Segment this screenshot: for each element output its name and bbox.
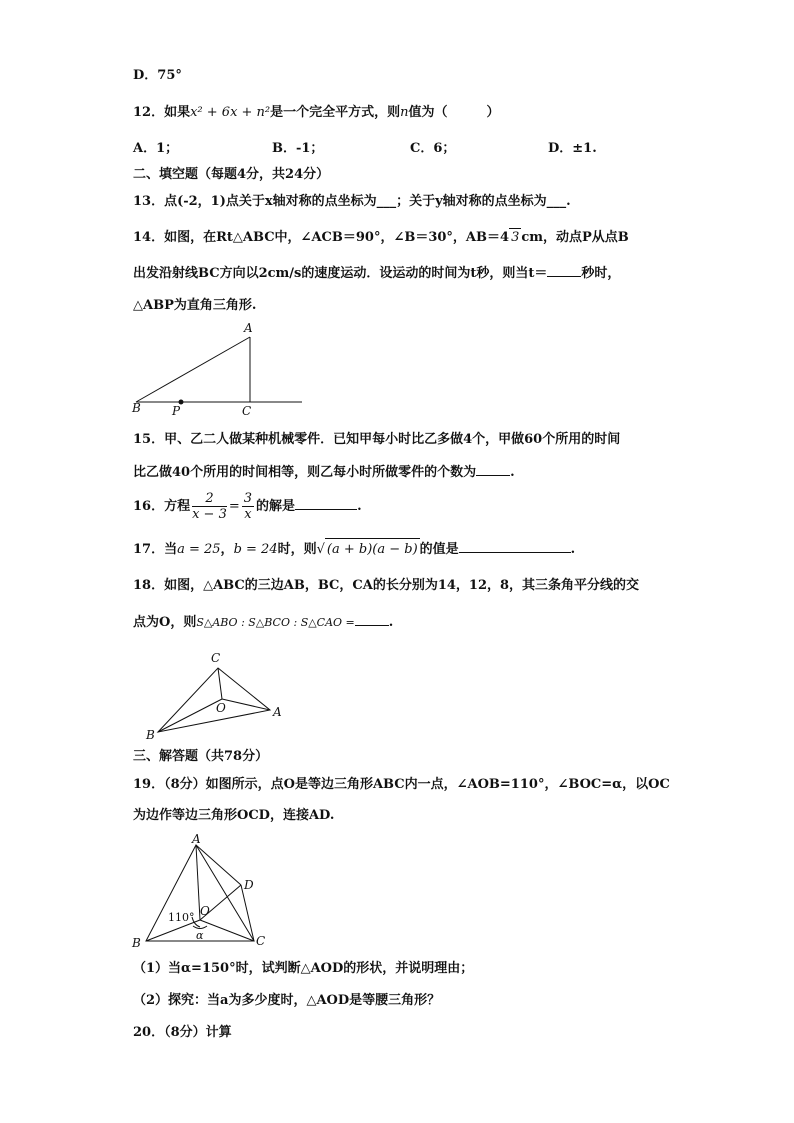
q19-label-d: D (244, 878, 254, 892)
q18-triangle (158, 668, 270, 732)
q18-line2-b: . (388, 615, 394, 630)
q16-suffix: 的解是 (256, 499, 296, 514)
q18-line2-a: 点为O，则 (133, 615, 197, 630)
q16-fraction-left (192, 491, 227, 522)
q15-line2-b: . (510, 465, 515, 480)
q18-label-a: A (273, 705, 282, 719)
q19-label-angle-110: 110° (168, 911, 195, 924)
q16-num-right: 3 (243, 491, 253, 506)
q18-bisector-b (158, 699, 222, 732)
q15-line1: 15．甲、乙二人做某种机械零件．已知甲每小时比乙多做4个，甲做60个所用的时间 (133, 432, 621, 447)
q16-prefix: 16．方程 (133, 499, 191, 514)
q14-label-c: C (242, 404, 252, 418)
section-answer-heading: 三、解答题（共78分） (133, 749, 269, 764)
q17-line: 17．当a = 25，b = 24时，则√ (a + b)(a − b) 的值是 . (133, 538, 575, 561)
q12-prefix: 12．如果 (133, 105, 191, 120)
q16-end: . (357, 499, 362, 514)
q18-line2 (133, 613, 393, 632)
q17-answer-blank[interactable] (459, 540, 571, 553)
q18-bisector-c (218, 668, 222, 699)
q17-radicand: (a + b)(a − b) (325, 538, 420, 561)
q18-label-c: C (211, 651, 221, 665)
q14-line1-a: 14．如图，在Rt△ABC中，∠ACB＝90°，∠B＝30°，AB＝4 (133, 230, 510, 245)
q17-end: . (570, 542, 576, 557)
q12-option-c: C．6； (410, 141, 456, 156)
q16-den-right: x (244, 507, 252, 522)
q15-line2 (133, 463, 515, 482)
q14-side-ab (136, 337, 250, 402)
q14-label-a: A (244, 321, 253, 335)
q17-b-value: b = 24 (233, 542, 278, 557)
q12-option-b: B．-1； (272, 141, 324, 156)
q18-label-o: O (216, 701, 226, 715)
q18-figure (140, 650, 300, 745)
q17-prefix: 17．当 (133, 542, 178, 557)
q19-label-o: O (200, 904, 210, 918)
q14-label-b: B (132, 401, 141, 415)
q14-figure (130, 320, 310, 420)
q17-sep: ， (220, 542, 234, 557)
q19-sub2: （2）探究：当a为多少度时，△AOD是等腰三角形？ (133, 993, 441, 1008)
q12-option-a: A．1； (133, 141, 179, 156)
q14-line2 (133, 264, 620, 283)
q19-label-b: B (132, 936, 141, 950)
q14-label-p: P (172, 404, 181, 418)
q12-stem (133, 104, 500, 122)
q19-line2: 为边作等边三角形OCD，连接AD. (133, 808, 335, 823)
q18-area-ratio: S△ABO : S△BCO : S△CAO = (196, 616, 355, 629)
q12-option-d: D．±1. (548, 141, 597, 156)
q11-option-d: D．75° (133, 68, 182, 83)
q14-line1-b: cm，动点P从点B (521, 230, 629, 245)
q19-segment-co (200, 920, 254, 941)
q20-text: 20．（8分）计算 (133, 1025, 232, 1040)
q17-suffix: 的值是 (419, 542, 459, 557)
q17-a-value: a = 25 (177, 542, 221, 557)
q18-line1: 18．如图，△ABC的三边AB，BC，CA的长分别为14，12，8，其三条角平分线的交 (133, 578, 640, 593)
q12-expression: x² + 6x + n² (190, 105, 271, 120)
q14-line2-a: 出发沿射线BC方向以2cm/s的速度运动．设运动的时间为t秒，则当t＝ (133, 266, 548, 281)
q13-text: 13．点(-2，1)点关于x轴对称的点坐标为___；关于y轴对称的点坐标为___. (133, 194, 571, 209)
q19-figure (130, 832, 275, 955)
q17-mid: 时，则 (277, 542, 317, 557)
q12-suffix: 是一个完全平方式，则 (270, 105, 401, 120)
q15-answer-blank[interactable] (476, 463, 510, 476)
q18-label-b: B (146, 728, 155, 742)
section-fill-blank-heading: 二、填空题（每题4分，共24分） (133, 167, 330, 182)
q14-line1 (133, 228, 629, 247)
q15-line2-a: 比乙做40个所用的时间相等，则乙每小时所做零件的个数为 (133, 465, 477, 480)
q14-answer-blank[interactable] (547, 264, 581, 277)
q16-den-left: x − 3 (192, 507, 227, 522)
q16-fraction-right (242, 491, 254, 522)
q12-end: 值为（ ） (408, 105, 500, 120)
q16-num-left: 2 (192, 491, 227, 507)
q16-equals: = (228, 499, 240, 514)
q16-answer-blank[interactable] (295, 497, 357, 510)
q19-label-a: A (192, 832, 201, 846)
q19-label-alpha: α (196, 929, 204, 942)
q19-segment-ad (196, 845, 241, 885)
q14-line2-b: 秒时， (581, 266, 621, 281)
q16-line (133, 490, 362, 524)
q12-variable: n (400, 105, 409, 120)
q14-line3: △ABP为直角三角形. (133, 298, 257, 313)
q19-label-c: C (256, 934, 266, 948)
q19-segment-cd (241, 885, 254, 941)
q19-sub1: （1）当α=150°时，试判断△AOD的形状，并说明理由； (133, 961, 474, 976)
q19-line1: 19．（8分）如图所示，点O是等边三角形ABC内一点，∠AOB=110°，∠BOC=α，以OC (133, 777, 670, 792)
q18-answer-blank[interactable] (355, 613, 389, 626)
q14-sqrt3: 3 (511, 230, 520, 245)
